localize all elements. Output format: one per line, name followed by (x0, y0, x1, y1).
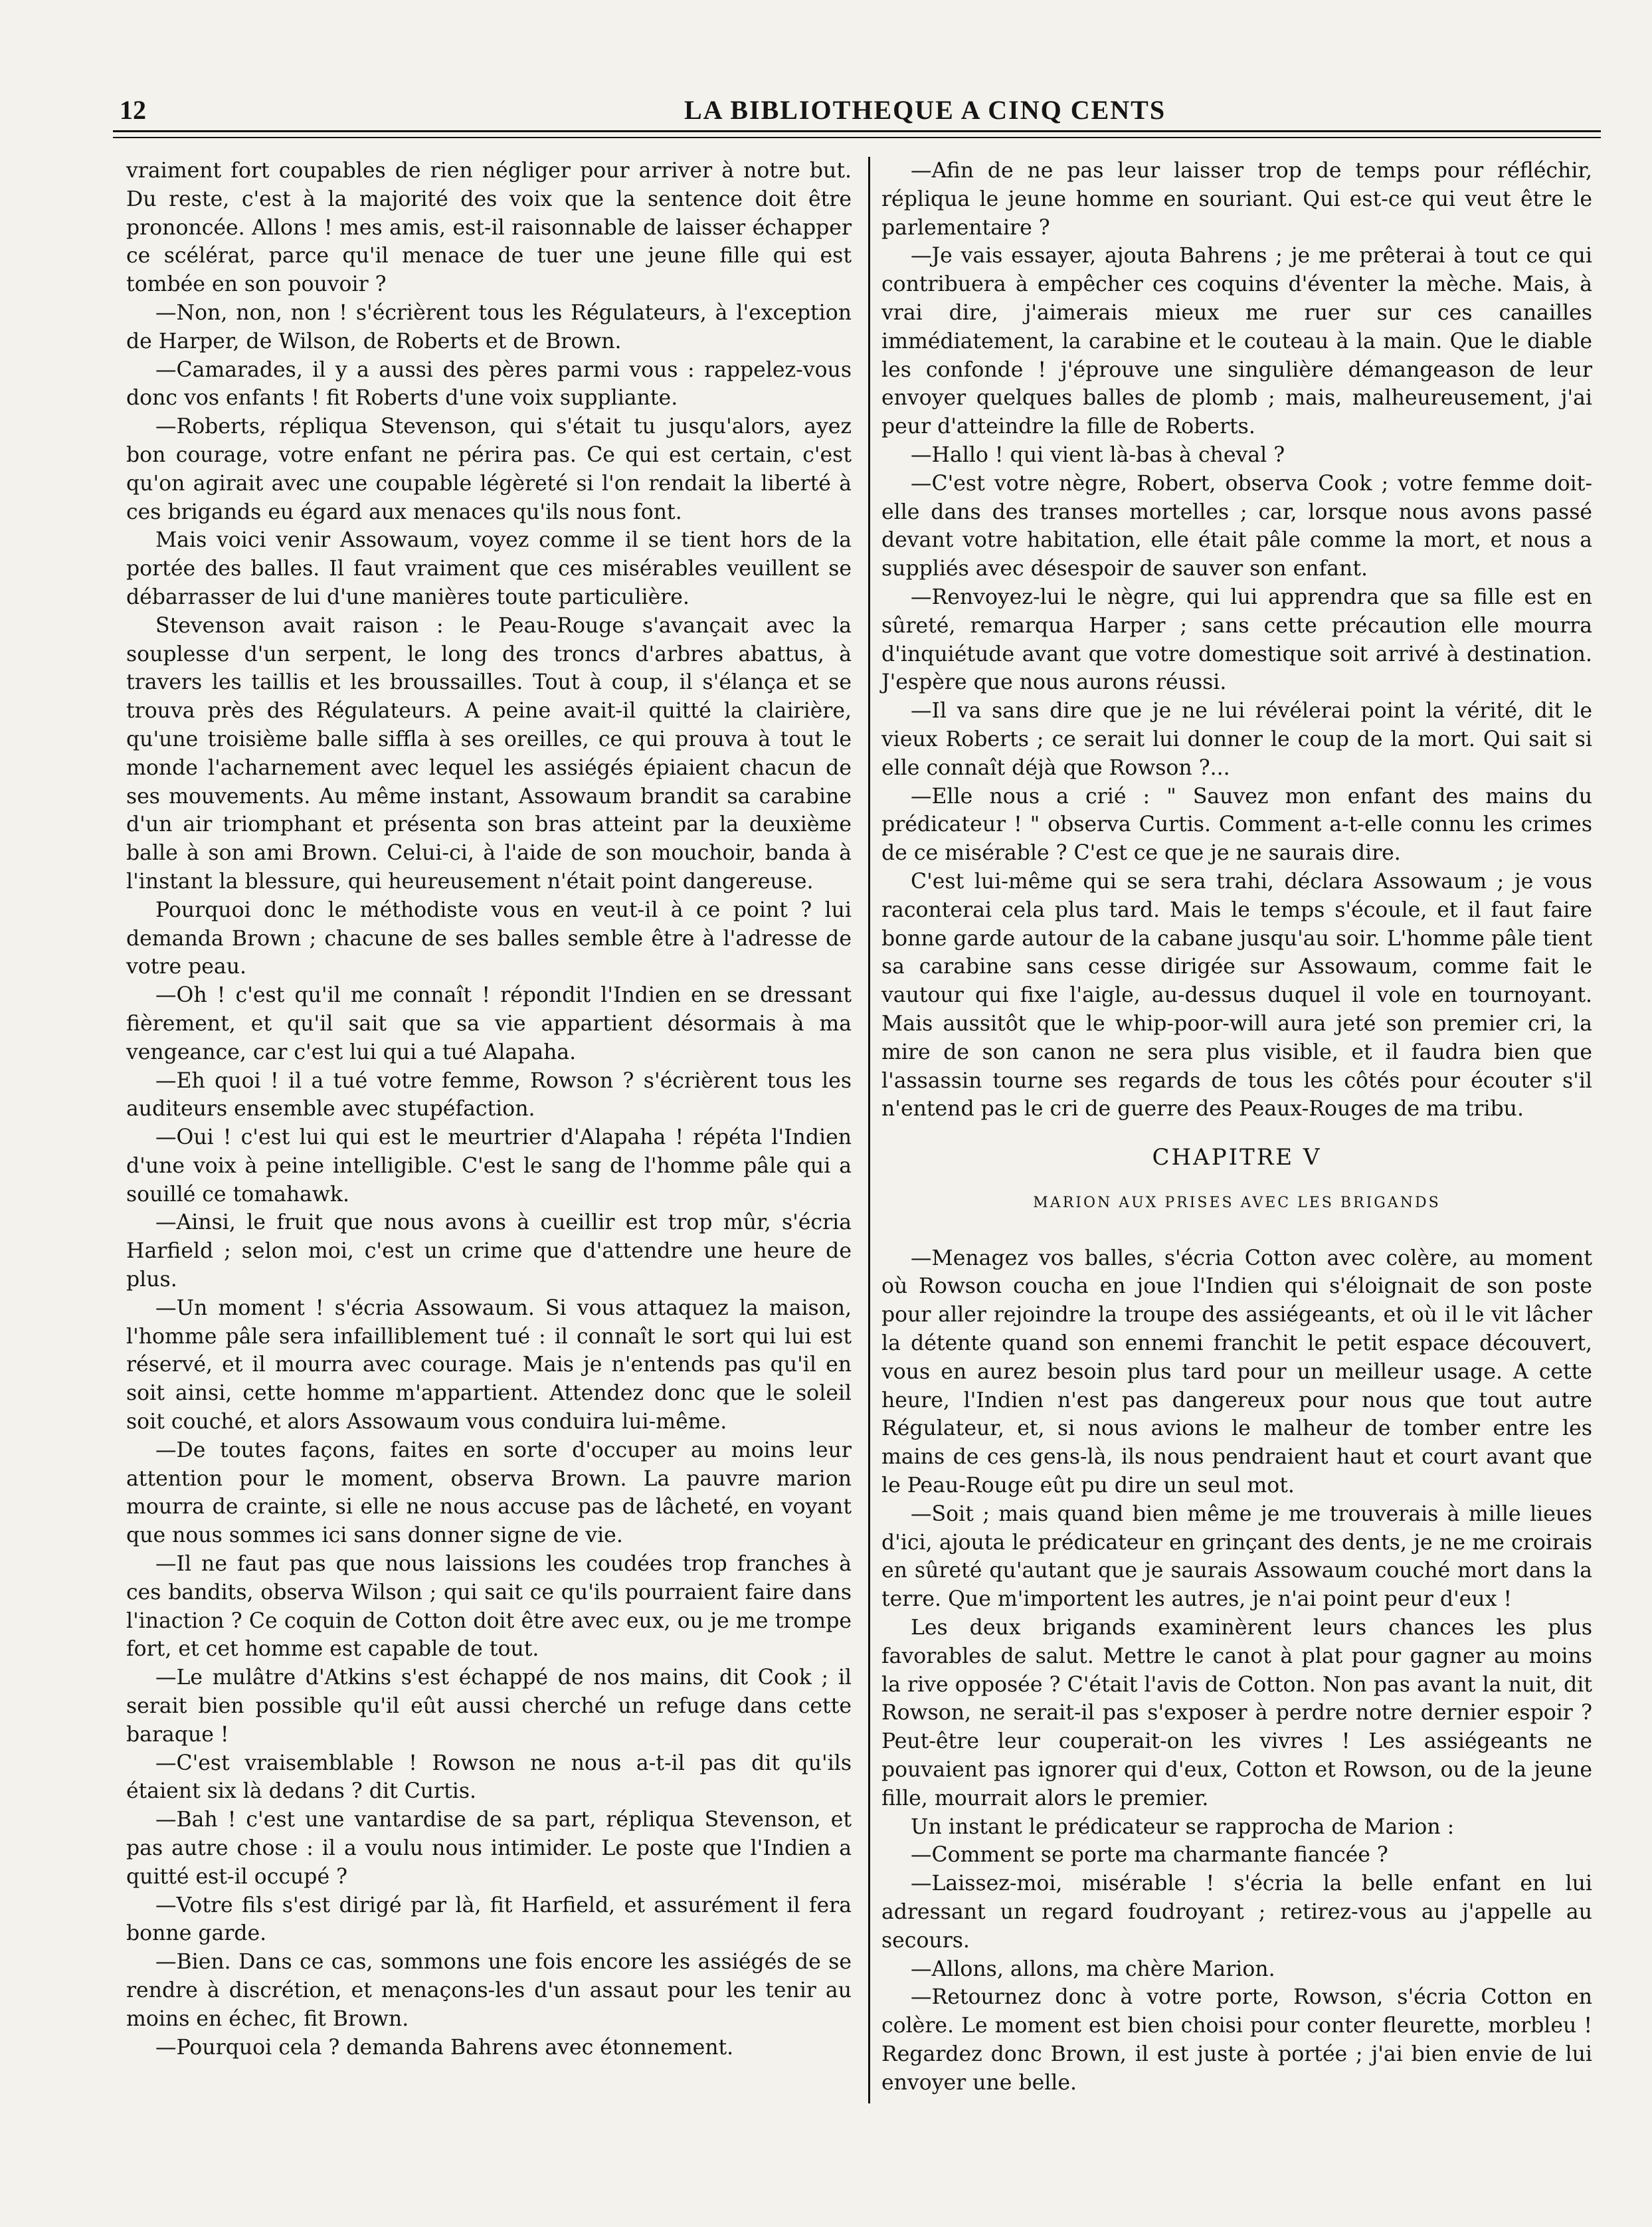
paragraph: —Roberts, répliqua Stevenson, qui s'était tu jusqu'alors, ayez bon courage, votre enfant ne périra pas. Ce qui est certain, c'est qu'on agirait avec une coupable légèreté si l'on rendait la liberté à ces brigands eu égard aux menaces qu'ils nous font. (126, 415, 852, 524)
paragraph: —Eh quoi ! il a tué votre femme, Rowson ? s'écrièrent tous les auditeurs ensemble avec stupéfaction. (126, 1068, 852, 1121)
left-column (126, 157, 852, 2062)
paragraph: C'est lui-même qui se sera trahi, déclara Assowaum ; je vous raconterai cela plus tard. Mais le temps s'écoule, et il faut faire bonne garde autour de la cabane jusqu'au soir. L'homme pâle tient sa carabine sans cesse dirigée sur Assowaum, comme fait le vautour qui fixe l'aigle, au-dessus duquel il vole en tournoyant. Mais aussitôt que le whip-poor-will aura jeté son premier cri, la mire de son canon ne sera plus visible, et il faudra bien que l'assassin tourne ses regards de tous les côtés pour écouter s'il n'entend pas le cri de guerre des Peaux-Rouges de ma tribu. (881, 869, 1592, 1121)
paragraph: —Non, non, non ! s'écrièrent tous les Régulateurs, à l'exception de Harper, de Wilson, de Roberts et de Brown. (126, 300, 852, 353)
paragraph: vraiment fort coupables de rien négliger pour arriver à notre but. Du reste, c'est à la majorité des voix que la sentence doit être prononcée. Allons ! mes amis, est-il raisonnable de laisser échapper ce scélérat, parce qu'il menace de tuer une jeune fille qui est tombée en son pouvoir ? (126, 159, 852, 297)
header-rule (113, 130, 1601, 132)
running-title: LA BIBLIOTHEQUE A CINQ CENTS (684, 95, 1166, 125)
paragraph: —Votre fils s'est dirigé par là, fit Harfield, et assurément il fera bonne garde. (126, 1893, 852, 1946)
page-header (113, 74, 1601, 128)
paragraph: Pourquoi donc le méthodiste vous en veut-il à ce point ? lui demanda Brown ; chacune de ses balles semble être à l'adresse de votre peau. (126, 898, 852, 979)
paragraph: —Hallo ! qui vient là-bas à cheval ? (911, 442, 1285, 467)
paragraph: Un instant le prédicateur se rapprocha de Marion : (911, 1814, 1455, 1839)
chapter-title: CHAPITRE V (1152, 1144, 1322, 1171)
paragraph: —Menagez vos balles, s'écria Cotton avec colère, au moment où Rowson coucha en joue l'Indien qui s'éloignait de son poste pour aller rejoindre la troupe des assiégeants, et où il le vit lâcher la détente quand son ennemi franchit le petit espace découvert, vous en aurez besoin plus tard pour un meilleur usage. A cette heure, l'Indien n'est pas dangereux pour nous que tout autre Régulateur, et, si nous avions le malheur de tomber entre les mains de ces gens-là, ils nous pendraient haut et court avant que le Peau-Rouge eût pu dire un seul mot. (881, 1246, 1592, 1498)
paragraph: —Oh ! c'est qu'il me connaît ! répondit l'Indien en se dressant fièrement, et qu'il sait que sa vie appartient désormais à ma vengeance, car c'est lui qui a tué Alapaha. (126, 983, 852, 1064)
paragraph: —Elle nous a crié : " Sauvez mon enfant des mains du prédicateur ! " observa Curtis. Comment a-t-elle connu les crimes de ce misérable ? C'est ce que je ne saurais dire. (881, 784, 1592, 866)
chapter-subtitle: MARION AUX PRISES AVEC LES BRIGANDS (1033, 1194, 1441, 1211)
right-column (881, 157, 1592, 2097)
paragraph: Mais voici venir Assowaum, voyez comme il se tient hors de la portée des balles. Il faut vraiment que ces misérables veuillent se débarrasser de lui d'une manières toute particulière. (126, 528, 852, 609)
paragraph: —Un moment ! s'écria Assowaum. Si vous attaquez la maison, l'homme pâle sera infailliblement tué : il connaît le sort qui lui est réservé, et il mourra avec courage. Mais je n'entends pas qu'il en soit ainsi, cette homme m'appartient. Attendez donc que le soleil soit couché, et alors Assowaum vous conduira lui-même. (126, 1296, 852, 1434)
paragraph: —Oui ! c'est lui qui est le meurtrier d'Alapaha ! répéta l'Indien d'une voix à peine intelligible. C'est le sang de l'homme pâle qui a souillé ce tomahawk. (126, 1125, 852, 1207)
paragraph: —C'est vraisemblable ! Rowson ne nous a-t-il pas dit qu'ils étaient six là dedans ? dit Curtis. (126, 1751, 852, 1804)
paragraph: —Allons, allons, ma chère Marion. (911, 1957, 1275, 1981)
paragraph: —Renvoyez-lui le nègre, qui lui apprendra que sa fille est en sûreté, remarqua Harper ; sans cette précaution elle mourra d'inquiétude avant que votre domestique soit arrivé à destination. J'espère que nous aurons réussi. (881, 585, 1592, 695)
paragraph: —Ainsi, le fruit que nous avons à cueillir est trop mûr, s'écria Harfield ; selon moi, c'est un crime que d'attendre une heure de plus. (126, 1210, 852, 1292)
paragraph: —De toutes façons, faites en sorte d'occuper au moins leur attention pour le moment, observa Brown. La pauvre marion mourra de crainte, si elle ne nous accuse pas de lâcheté, en voyant que nous sommes ici sans donner signe de vie. (126, 1438, 852, 1548)
header-rule-thin (113, 137, 1601, 138)
paragraph: Stevenson avait raison : le Peau-Rouge s'avançait avec la souplesse d'un serpent, le long des troncs d'arbres abattus, à travers les taillis et les broussailles. Tout à coup, il s'élança et se trouva près des Régulateurs. A peine avait-il quitté la clairière, qu'une troisième balle siffla à ses oreilles, ce qui prouva à tout le monde l'acharnement avec lequel les assiégés épiaient chacun de ses mouvements. Au même instant, Assowaum brandit sa carabine d'un air triomphant et présenta son bras atteint par la deuxième balle à son ami Brown. Celui-ci, à l'aide de son mouchoir, banda à l'instant la blessure, qui heureusement n'était point dangereuse. (126, 613, 852, 894)
paragraph: —Camarades, il y a aussi des pères parmi vous : rappelez-vous donc vos enfants ! fit Roberts d'une voix suppliante. (126, 357, 852, 411)
paragraph: —Le mulâtre d'Atkins s'est échappé de nos mains, dit Cook ; il serait bien possible qu'il eût aussi cherché un refuge dans cette baraque ! (126, 1666, 852, 1747)
paragraph: —Afin de ne pas leur laisser trop de temps pour réfléchir, répliqua le jeune homme en souriant. Qui est-ce qui veut être le parlementaire ? (881, 159, 1592, 240)
column-divider (868, 157, 870, 2103)
paragraph: Les deux brigands examinèrent leurs chances les plus favorables de salut. Mettre le canot à plat pour gagner au moins la rive opposée ? C'était l'avis de Cotton. Non pas avant la nuit, dit Rowson, ne serait-il pas s'exposer à perdre notre dernier espoir ? Peut-être leur couperait-on les vivres ! Les assiégeants ne pouvaient pas ignorer qui d'eux, Cotton et Rowson, ou de la jeune fille, mourrait alors le premier. (881, 1616, 1592, 1810)
paragraph: —Soit ; mais quand bien même je me trouverais à mille lieues d'ici, ajouta le prédicateur en grinçant des dents, je ne me croirais en sûreté qu'autant que je saurais Assowaum couché mort dans la terre. Que m'importent les autres, je n'ai point peur d'eux ! (881, 1501, 1592, 1612)
paragraph: —C'est votre nègre, Robert, observa Cook ; votre femme doit-elle dans des transes mortelles ; car, lorsque nous avons passé devant votre habitation, elle était pâle comme la mort, et nous a suppliés avec désespoir de sauver son enfant. (881, 471, 1592, 581)
paragraph: —Bah ! c'est une vantardise de sa part, répliqua Stevenson, et pas autre chose : il a voulu nous intimider. Le poste que l'Indien a quitté est-il occupé ? (126, 1808, 852, 1889)
paragraph: —Laissez-moi, misérable ! s'écria la belle enfant en lui adressant un regard foudroyant ; retirez-vous au j'appelle au secours. (881, 1872, 1592, 1953)
paragraph: —Comment se porte ma charmante fiancée ? (911, 1843, 1388, 1868)
paragraph: —Je vais essayer, ajouta Bahrens ; je me prêterai à tout ce qui contribuera à empêcher ces coquins d'éventer la mèche. Mais, à vrai dire, j'aimerais mieux me ruer sur ces canailles immédiatement, la carabine et le couteau à la main. Que le diable les confonde ! j'éprouve une singulière démangeason de leur envoyer quelques balles de plomb ; mais, malheureusement, j'ai peur d'atteindre la fille de Roberts. (881, 244, 1592, 439)
paragraph: —Retournez donc à votre porte, Rowson, s'écria Cotton en colère. Le moment est bien choisi pour conter fleurette, morbleu ! Regardez donc Brown, il est juste à portée ; j'ai bien envie de lui envoyer une belle. (881, 1985, 1592, 2095)
paragraph: —Il ne faut pas que nous laissions les coudées trop franches à ces bandits, observa Wilson ; qui sait ce qu'ils pourraient faire dans l'inaction ? Ce coquin de Cotton doit être avec eux, ou je me trompe fort, et cet homme est capable de tout. (126, 1552, 852, 1662)
paragraph: —Il va sans dire que je ne lui révélerai point la vérité, dit le vieux Roberts ; ce serait lui donner le coup de la mort. Qui sait si elle connaît déjà que Rowson ?... (881, 699, 1592, 780)
page-number: 12 (120, 95, 146, 125)
paragraph: —Bien. Dans ce cas, sommons une fois encore les assiégés de se rendre à discrétion, et menaçons-les d'un assaut pour les tenir au moins en échec, fit Brown. (126, 1950, 852, 2031)
paragraph: —Pourquoi cela ? demanda Bahrens avec étonnement. (155, 2035, 734, 2060)
